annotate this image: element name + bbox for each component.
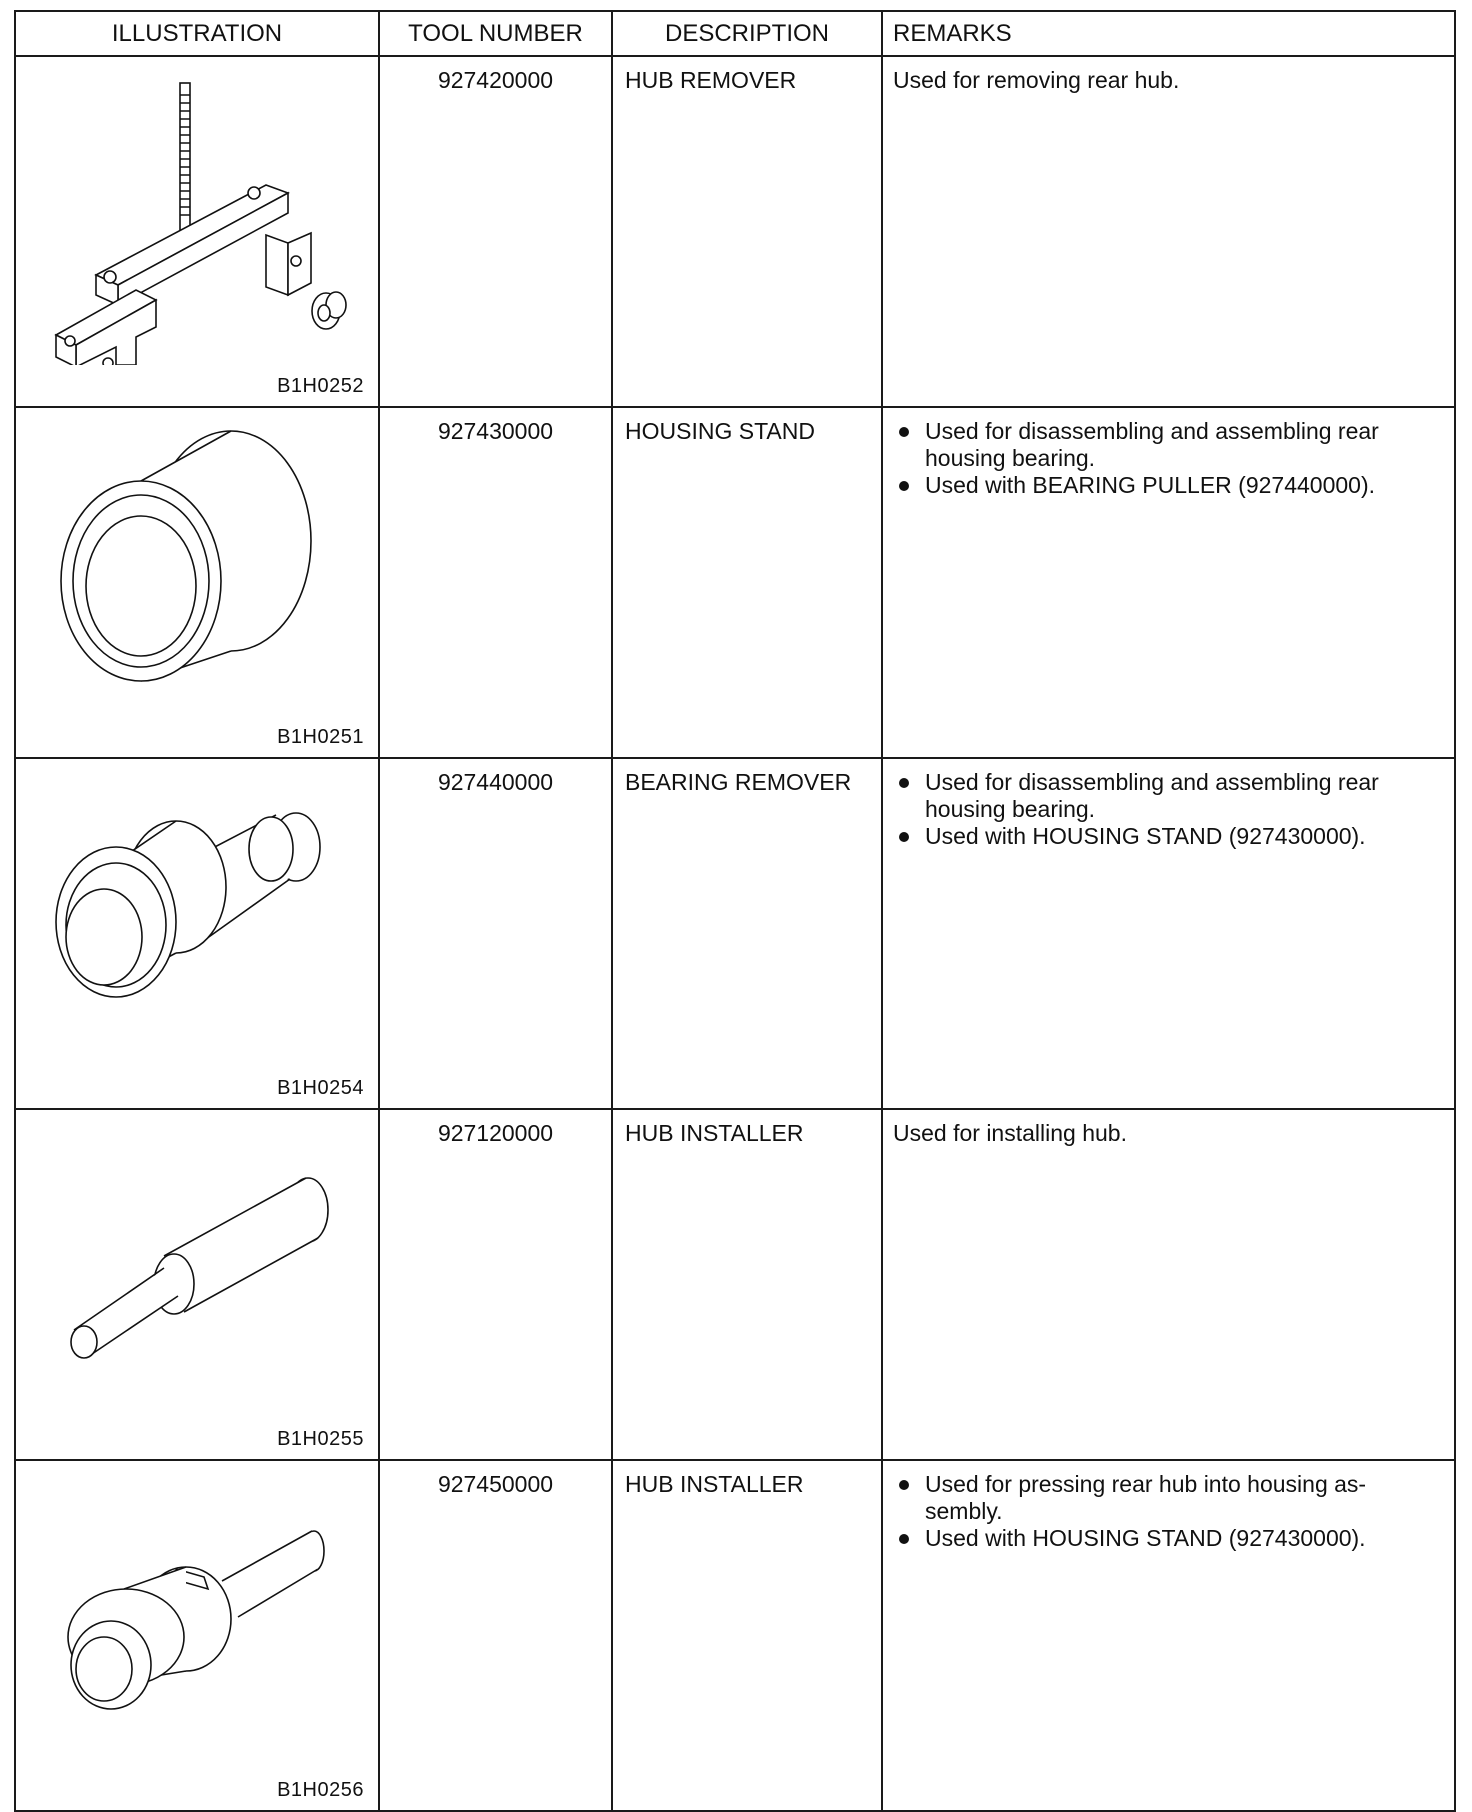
table-row [15,758,1455,1109]
remarks-list [893,769,1440,850]
illustration-cell [15,1460,379,1811]
illustration-cell [15,1109,379,1460]
remarks-cell [882,1460,1455,1811]
special-tools-table [14,10,1456,1812]
tool-description: BEARING REMOVER [612,758,882,1109]
header-description: DESCRIPTION [612,11,882,56]
table-header-row [15,11,1455,56]
remark-text: Used for installing hub. [893,1120,1127,1146]
figure-code: B1H0255 [277,1428,364,1450]
remarks-list [893,1471,1440,1552]
remarks-list [893,418,1440,499]
illustration-cell [15,56,379,407]
remark-text: Used for removing rear hub. [893,67,1180,93]
hub-installer-drawing [26,1118,356,1418]
figure-code: B1H0251 [277,726,364,748]
remark-item: Used with HOUSING STAND (927430000). [893,823,1440,850]
tool-number: 927120000 [379,1109,612,1460]
tool-description: HOUSING STAND [612,407,882,758]
table-row [15,407,1455,758]
tool-number: 927420000 [379,56,612,407]
figure-code: B1H0254 [277,1077,364,1099]
tool-number: 927450000 [379,1460,612,1811]
remark-item: Used for disassembling and assembling rear housing bearing. [893,418,1440,472]
tool-description: HUB REMOVER [612,56,882,407]
table-row [15,56,1455,407]
table-row [15,1109,1455,1460]
header-illustration: ILLUSTRATION [15,11,379,56]
illustration-cell [15,407,379,758]
table-row [15,1460,1455,1811]
hub-installer-press-drawing [26,1469,356,1769]
remark-item: Used for pressing rear hub into housing as-sembly. [893,1471,1440,1525]
remarks-cell [882,407,1455,758]
tool-number: 927430000 [379,407,612,758]
illustration-cell [15,758,379,1109]
remarks-cell [882,758,1455,1109]
bearing-remover-drawing [26,767,356,1067]
remark-item: Used with BEARING PULLER (927440000). [893,472,1440,499]
housing-stand-drawing [26,416,356,716]
special-tools-sheet [14,10,1454,1801]
tool-description: HUB INSTALLER [612,1109,882,1460]
header-remarks: REMARKS [882,11,1455,56]
remark-item: Used with HOUSING STAND (927430000). [893,1525,1440,1552]
remark-item: Used for disassembling and assembling rear housing bearing. [893,769,1440,823]
hub-remover-drawing [26,65,356,365]
figure-code: B1H0252 [277,375,364,397]
tool-number: 927440000 [379,758,612,1109]
remarks-cell [882,1109,1455,1460]
header-tool-number: TOOL NUMBER [379,11,612,56]
tool-description: HUB INSTALLER [612,1460,882,1811]
remarks-cell [882,56,1455,407]
figure-code: B1H0256 [277,1779,364,1801]
